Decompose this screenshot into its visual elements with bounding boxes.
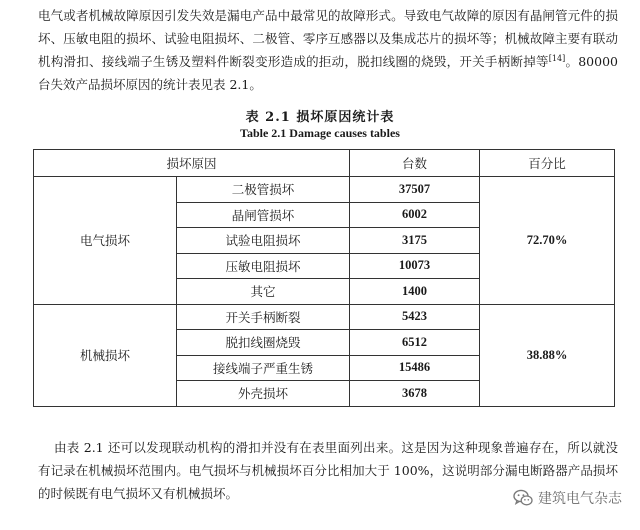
analysis-paragraph: 由表 2.1 还可以发现联动机构的滑扣并没有在表里面列出来。这是因为这种现象普遍存在，所以就没有记录在机械损坏范围内。电气损坏与机械损坏百分比相加大于 100%，这说明部分漏电断路器产品损坏的时候既有电气损坏又有机械损坏。 xyxy=(38,440,618,501)
cause-cell: 其它 xyxy=(177,279,350,305)
group-name-mechanical: 机械损坏 xyxy=(34,304,177,406)
wechat-icon xyxy=(513,489,533,507)
table-caption-en: Table 2.1 Damage causes tables xyxy=(240,126,400,140)
count-cell: 10073 xyxy=(350,253,480,279)
group-percent-electrical: 72.70% xyxy=(480,177,615,305)
cause-cell: 外壳损坏 xyxy=(177,381,350,407)
count-cell: 3678 xyxy=(350,381,480,407)
cause-cell: 接线端子严重生锈 xyxy=(177,355,350,381)
header-cause: 损坏原因 xyxy=(34,150,350,177)
group-percent-mechanical: 38.88% xyxy=(480,304,615,406)
header-percent: 百分比 xyxy=(480,150,615,177)
cause-cell: 开关手柄断裂 xyxy=(177,304,350,330)
table-row xyxy=(34,177,615,203)
header-count: 台数 xyxy=(350,150,480,177)
intro-paragraph xyxy=(38,4,618,96)
cause-cell: 试验电阻损坏 xyxy=(177,228,350,254)
count-cell: 5423 xyxy=(350,304,480,330)
count-cell: 1400 xyxy=(350,279,480,305)
cause-cell: 压敏电阻损坏 xyxy=(177,253,350,279)
table-header-row xyxy=(34,150,615,177)
intro-text-end: 。80000 台失效产品损坏原因的统计表见表 2.1。 xyxy=(38,54,618,92)
count-cell: 3175 xyxy=(350,228,480,254)
group-name-electrical: 电气损坏 xyxy=(34,177,177,305)
cause-cell: 晶闸管损坏 xyxy=(177,202,350,228)
watermark-text: 建筑电气杂志 xyxy=(538,491,622,507)
count-cell: 37507 xyxy=(350,177,480,203)
count-cell: 6002 xyxy=(350,202,480,228)
table-row xyxy=(34,304,615,330)
reference-citation[interactable]: [14] xyxy=(548,53,566,63)
cause-cell: 二极管损坏 xyxy=(177,177,350,203)
cause-cell: 脱扣线圈烧毁 xyxy=(177,330,350,356)
count-cell: 6512 xyxy=(350,330,480,356)
wechat-watermark xyxy=(509,486,626,510)
damage-causes-table xyxy=(33,149,615,407)
intro-text: 电气或者机械故障原因引发失效是漏电产品中最常见的故障形式。导致电气故障的原因有晶闸管元件的损坏、压敏电阻的损坏、试验电阻损坏、二极管、零序互感器以及集成芯片的损坏等；机械故障主要有联动机构滑扣、接线端子生锈及塑料件断裂变形造成的拒动，脱扣线圈的烧毁，开关手柄断掉等 xyxy=(38,8,618,69)
count-cell: 15486 xyxy=(350,355,480,381)
table-caption-cn: 表 2.1 损坏原因统计表 xyxy=(245,110,395,125)
